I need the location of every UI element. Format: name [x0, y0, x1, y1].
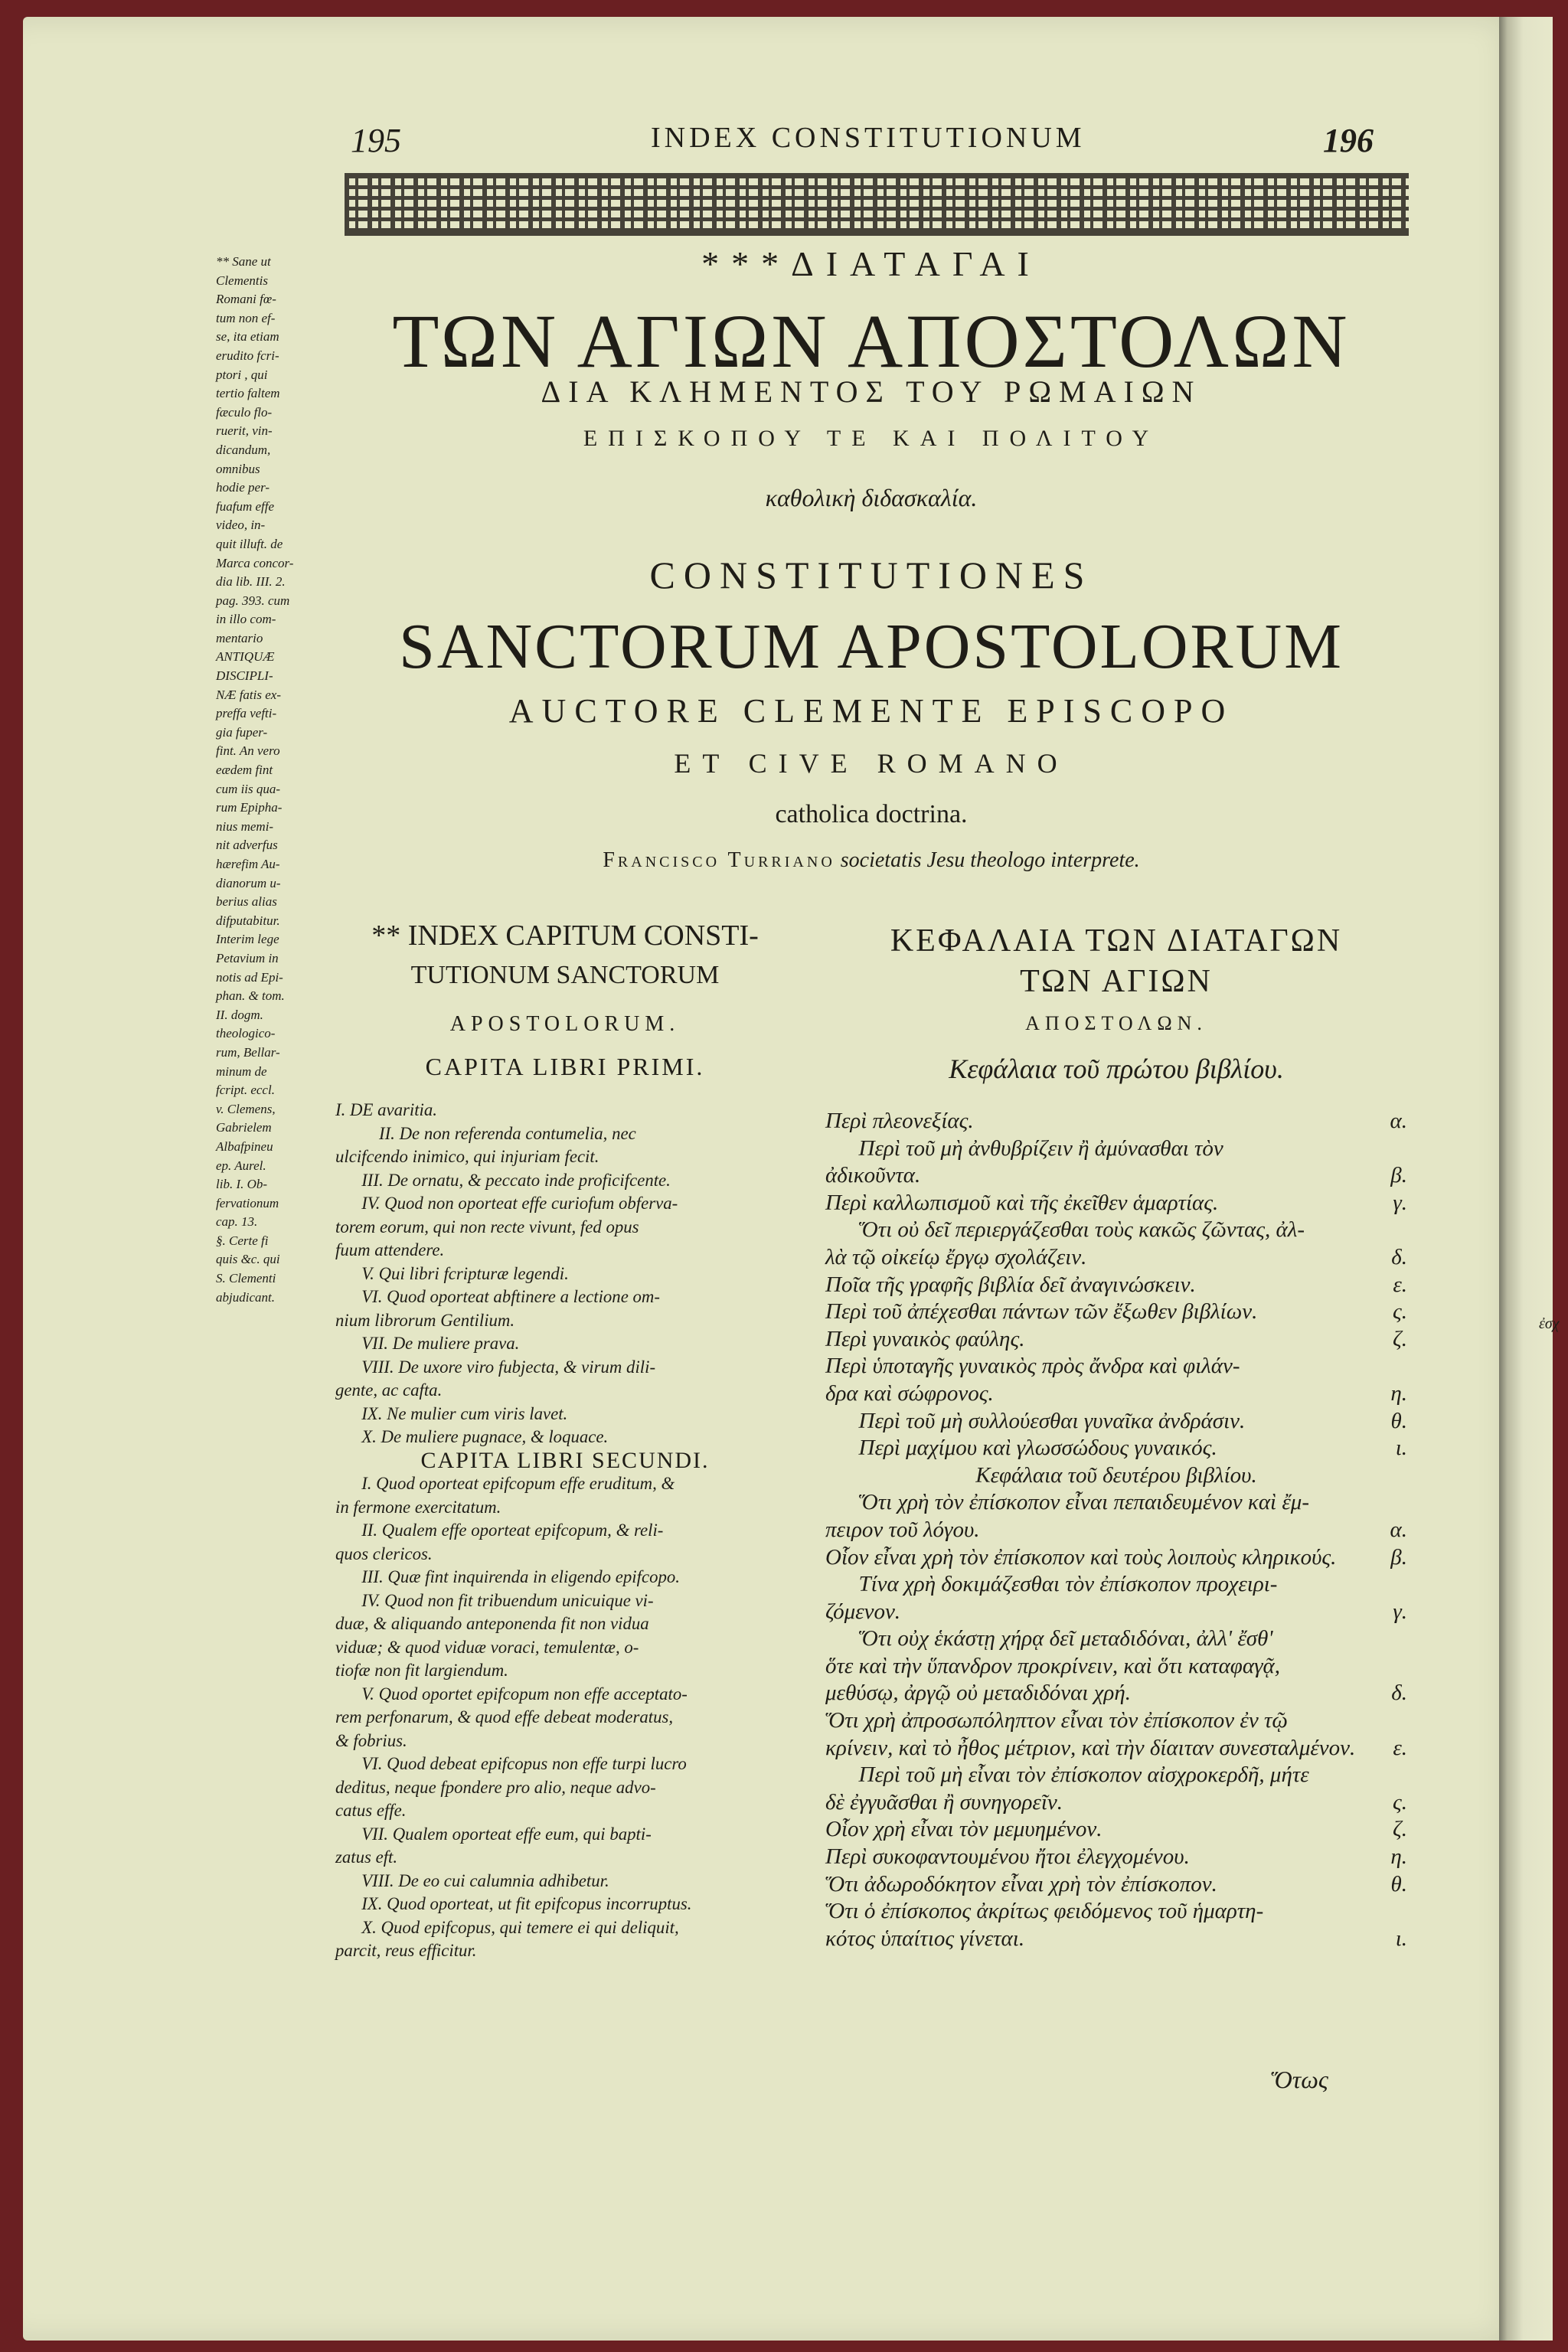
margin-note-line: DISCIPLI-	[216, 668, 273, 684]
latin-chapter-line: quos clericos.	[335, 1544, 433, 1563]
latin-chapter-line: tiofæ non fit largiendum.	[335, 1661, 508, 1680]
margin-note-line: fcript. eccl.	[216, 1083, 275, 1098]
margin-note-line: quis &c. qui	[216, 1252, 280, 1267]
margin-note-line: gia fuper-	[216, 724, 268, 740]
right-heading-1: ΚΕΦΑΛΑΙΑ ΤΩΝ ΔΙΑΤΑΓΩΝ	[890, 923, 1343, 959]
margin-note-line: fervationum	[216, 1195, 279, 1210]
margin-note-line: cap. 13.	[216, 1214, 258, 1230]
greek-title-line-1: ***ΔΙΑΤΑΓΑΙ	[701, 244, 1041, 283]
greek-chapter-numeral: α.	[1390, 1109, 1407, 1133]
left-heading-4: CAPITA LIBRI PRIMI.	[425, 1053, 705, 1080]
greek-chapter-numeral: γ.	[1393, 1599, 1407, 1624]
margin-note-line: lib. I. Ob-	[216, 1177, 268, 1192]
greek-chapter-numeral: θ.	[1390, 1871, 1407, 1896]
margin-note-line: ruerit, vin-	[216, 423, 273, 439]
page-number-right: 196	[1323, 122, 1374, 159]
latin-chapter-line: nium librorum Gentilium.	[335, 1310, 515, 1330]
margin-note-line: berius alias	[216, 894, 277, 910]
margin-note-line: Marca concor-	[216, 555, 294, 570]
right-heading-2: ΤΩΝ ΑΓΙΩΝ	[1020, 964, 1213, 999]
greek-chapter-list	[825, 1108, 1407, 1952]
greek-chapter-line	[825, 1135, 1407, 1163]
greek-chapter-text: Περὶ πλεονεξίας.	[825, 1109, 974, 1133]
greek-chapter-text: Ὅτι ἀδωροδόκητον εἶναι χρὴ τὸν ἐπίσκοπον.	[825, 1871, 1217, 1896]
latin-chapter-line: X. De muliere pugnace, & loquace.	[335, 1427, 609, 1446]
margin-note-line: in illo com-	[216, 612, 276, 627]
latin-chapter-line: gente, ac cafta.	[335, 1380, 443, 1400]
latin-chapter-line: X. Quod epifcopus, qui temere ei qui deliquit,	[335, 1917, 679, 1937]
margin-note-line: dianorum u-	[216, 875, 281, 890]
latin-chapter-line: ulcifcendo inimico, qui injuriam fecit.	[335, 1147, 599, 1166]
latin-chapter-line: duæ, & aliquando anteponenda fit non vidua	[335, 1614, 649, 1633]
greek-chapter-line	[825, 1707, 1407, 1735]
greek-chapter-line	[825, 1898, 1407, 1926]
margin-note-line: phan. & tom.	[216, 988, 285, 1004]
greek-chapter-numeral: ζ.	[1393, 1817, 1407, 1842]
greek-chapter-line	[825, 1680, 1407, 1707]
latin-chapter-line: I. DE avaritia.	[335, 1100, 437, 1119]
greek-chapter-numeral: γ.	[1393, 1190, 1407, 1215]
catchword: Ὅτως	[1271, 2066, 1328, 2093]
latin-chapter-line: VIII. De eo cui calumnia adhibetur.	[335, 1870, 609, 1890]
latin-chapter-list	[335, 1099, 795, 1963]
greek-chapter-line	[825, 1571, 1407, 1599]
margin-note-line: fuafum effe	[216, 498, 275, 514]
greek-chapter-numeral: ζ.	[1393, 1326, 1407, 1351]
latin-title-line-1: CONSTITUTIONES	[649, 554, 1093, 596]
greek-chapter-text: Περὶ τοῦ ἀπέχεσθαι πάντων τῶν ἔξωθεν βιβλίων.	[825, 1299, 1258, 1325]
margin-note-line: nius memi-	[216, 818, 274, 834]
greek-book-heading: Κεφάλαια τοῦ δευτέρου βιβλίου.	[975, 1462, 1257, 1488]
greek-chapter-line	[825, 1871, 1407, 1899]
left-heading-3: APOSTOLORUM.	[449, 1012, 681, 1036]
margin-note-line: Gabrielem	[216, 1120, 272, 1135]
latin-chapter-line: parcit, reus efficitur.	[335, 1941, 477, 1960]
greek-chapter-line	[825, 1544, 1407, 1572]
greek-chapter-line	[825, 1272, 1407, 1299]
margin-note-line: fint. An vero	[216, 743, 280, 759]
margin-note-line: cum iis qua-	[216, 781, 281, 796]
greek-chapter-text: ζόμενον.	[825, 1599, 901, 1624]
margin-note-line: hærefim Au-	[216, 857, 280, 871]
greek-chapter-line	[825, 1653, 1407, 1681]
left-heading-1: ** INDEX CAPITUM CONSTI-	[371, 920, 759, 952]
latin-chapter-line: VIII. De uxore viro fubjecta, & virum dili-	[335, 1357, 656, 1377]
greek-chapter-numeral: ι.	[1395, 1926, 1407, 1951]
latin-chapter-line: V. Qui libri fcripturæ legendi.	[335, 1263, 569, 1283]
greek-chapter-numeral: δ.	[1391, 1244, 1407, 1269]
greek-chapter-line	[825, 1517, 1407, 1544]
greek-title-line-4: ΕΠΙΣΚΟΠΟΥ ΤΕ ΚΑΙ ΠΟΛΙΤΟΥ	[583, 426, 1160, 451]
greek-chapter-line	[825, 1244, 1407, 1272]
margin-note-line: Clementis	[216, 273, 268, 288]
margin-note-line: rum, Bellar-	[216, 1044, 280, 1060]
left-heading-2: TUTIONUM SANCTORUM	[410, 961, 720, 989]
greek-chapter-line	[825, 1408, 1407, 1436]
greek-chapter-line	[825, 1599, 1407, 1626]
greek-title-line-2: ΤΩΝ ΑΓΙΩΝ ΑΠΟΣΤΟΛΩΝ	[392, 299, 1351, 384]
latin-title-line-4: ET CIVE ROMANO	[674, 748, 1069, 779]
greek-chapter-text: Τίνα χρὴ δοκιμάζεσθαι τὸν ἐπίσκοπον προχειρι-	[825, 1572, 1278, 1597]
margin-note-line: fæculo flo-	[216, 404, 273, 420]
margin-note-line: difputabitur.	[216, 913, 280, 928]
latin-chapter-line: VI. Quod oporteat abftinere a lectione om-	[335, 1287, 660, 1306]
greek-chapter-text: Περὶ μαχίμου καὶ γλωσσώδους γυναικός.	[825, 1436, 1217, 1461]
latin-title-line-2: SANCTORUM APOSTOLORUM	[399, 611, 1344, 682]
greek-chapter-line	[825, 1217, 1407, 1244]
margin-note-line: tum non ef-	[216, 310, 276, 325]
greek-chapter-numeral: δ.	[1391, 1681, 1407, 1706]
latin-chapter-line: VI. Quod debeat epifcopus non effe turpi lucro	[335, 1754, 687, 1773]
latin-chapter-line: & fobrius.	[335, 1730, 407, 1750]
greek-title-line-3: ΔΙΑ ΚΛΗΜΕΝΤΟΣ ΤΟΥ ΡΩΜΑΙΩΝ	[541, 374, 1202, 409]
greek-chapter-text: Περὶ συκοφαντουμένου ἤτοι ἐλεγχομένου.	[825, 1844, 1190, 1870]
margin-note-line: mentario	[216, 630, 263, 645]
greek-chapter-text: Περὶ ὑποταγῆς γυναικὸς πρὸς ἄνδρα καὶ φιλάν-	[825, 1354, 1240, 1379]
latin-chapter-line: viduæ; & quod viduæ voraci, temulentæ, o-	[335, 1637, 639, 1657]
margin-note-line: abjudicant.	[216, 1289, 275, 1305]
latin-title-line-5: catholica doctrina.	[775, 800, 968, 828]
latin-title-line-3: AUCTORE CLEMENTE EPISCOPO	[508, 692, 1234, 730]
margin-note-line: preffa vefti-	[216, 706, 277, 721]
greek-chapter-line	[825, 1162, 1407, 1190]
greek-chapter-text: Ὅτι οὐχ ἑκάστῃ χήρᾳ δεῖ μεταδιδόναι, ἀλλ' ἔσθ'	[825, 1626, 1273, 1651]
greek-chapter-numeral: α.	[1390, 1517, 1407, 1542]
greek-chapter-line	[825, 1326, 1407, 1354]
greek-chapter-text: Ὅτι χρὴ ἀπροσωπόληπτον εἶναι τὸν ἐπίσκοπον ἐν τῷ	[825, 1708, 1288, 1733]
latin-chapter-line: V. Quod oportet epifcopum non effe acceptato-	[335, 1684, 688, 1704]
latin-chapter-line: in fermone exercitatum.	[335, 1497, 501, 1517]
margin-note-line: pag. 393. cum	[216, 593, 290, 608]
translator-role: societatis Jesu theologo interprete.	[840, 848, 1140, 872]
ornamental-border	[345, 173, 1409, 236]
margin-note-line: ** Sane ut	[216, 254, 271, 269]
latin-chapter-line: deditus, neque fpondere pro alio, neque advo-	[335, 1777, 656, 1797]
greek-chapter-text: Περὶ καλλωπισμοῦ καὶ τῆς ἐκεῖθεν ἁμαρτίας.	[825, 1190, 1219, 1215]
latin-chapter-line: fuum attendere.	[335, 1240, 445, 1259]
margin-note-line: se, ita etiam	[216, 329, 279, 345]
margin-note-line: dicandum,	[216, 442, 271, 457]
greek-title-line-5: καθολικὴ διδασκαλία.	[765, 484, 978, 511]
greek-chapter-text: πειρον τοῦ λόγου.	[825, 1517, 980, 1542]
greek-chapter-numeral: ε.	[1393, 1272, 1407, 1297]
latin-chapter-line: II. Qualem effe oporteat epifcopum, & reli-	[335, 1521, 664, 1540]
latin-chapter-line: I. Quod oporteat epifcopum effe eruditum, &	[335, 1474, 675, 1493]
greek-chapter-text: Περὶ γυναικὸς φαύλης.	[825, 1326, 1025, 1351]
facing-page-fragment: ἐσχ	[1539, 1315, 1560, 1332]
greek-chapter-numeral: θ.	[1390, 1408, 1407, 1433]
greek-chapter-text: Ὅτι ὁ ἐπίσκοπος ἀκρίτως φειδόμενος τοῦ ἡμαρτη-	[825, 1899, 1264, 1924]
margin-note-line: II. dogm.	[216, 1007, 263, 1022]
margin-note-line: ptori , qui	[216, 367, 268, 382]
latin-chapter-line: IX. Quod oporteat, ut fit epifcopus incorruptus.	[335, 1894, 692, 1913]
margin-note-line: Petavium in	[216, 950, 279, 965]
greek-chapter-text: Περὶ τοῦ μὴ συλλούεσθαι γυναῖκα ἀνδράσιν.	[825, 1408, 1246, 1433]
latin-chapter-line: III. De ornatu, & peccato inde proficifcente.	[335, 1170, 671, 1190]
margin-note-line: quit illuft. de	[216, 536, 283, 551]
greek-chapter-line	[825, 1844, 1407, 1871]
margin-note-line: NÆ fatis ex-	[216, 687, 281, 702]
greek-chapter-line	[825, 1380, 1407, 1408]
greek-chapter-line	[825, 1298, 1407, 1326]
greek-chapter-line	[825, 1926, 1407, 1953]
margin-note-line: Romani fœ-	[216, 292, 276, 307]
margin-note-line: ep. Aurel.	[216, 1158, 266, 1173]
greek-chapter-numeral: η.	[1390, 1844, 1407, 1870]
margin-note-line: eædem fint	[216, 763, 273, 778]
margin-note-line: §. Certe fi	[216, 1233, 269, 1248]
margin-note-line: notis ad Epi-	[216, 969, 283, 985]
greek-chapter-numeral: β.	[1390, 1544, 1407, 1570]
greek-chapter-text: δὲ ἐγγυᾶσθαι ἢ συνηγορεῖν.	[825, 1789, 1063, 1815]
greek-chapter-numeral: ς.	[1392, 1299, 1407, 1325]
margin-note-line: theologico-	[216, 1026, 276, 1041]
latin-chapter-line: VII. Qualem oporteat effe eum, qui bapti-	[335, 1824, 652, 1844]
greek-chapter-text: Περὶ τοῦ μὴ ἀνθυβρίζειν ἢ ἀμύνασθαι τὸν	[825, 1135, 1223, 1161]
greek-chapter-line	[825, 1353, 1407, 1380]
greek-chapter-text: κρίνειν, καὶ τὸ ἦθος μέτριον, καὶ τὴν δίαιταν συνεσταλμένον.	[825, 1735, 1356, 1760]
greek-chapter-line	[825, 1108, 1407, 1135]
latin-chapter-line: VII. De muliere prava.	[335, 1334, 520, 1353]
margin-note-line: Interim lege	[216, 932, 279, 947]
margin-note-line: rum Epipha-	[216, 800, 283, 815]
greek-chapter-text: Ὅτι χρὴ τὸν ἐπίσκοπον εἶναι πεπαιδευμένον καὶ ἔμ-	[825, 1490, 1310, 1515]
greek-chapter-text: Ὅτι οὐ δεῖ περιεργάζεσθαι τοὺς κακῶς ζῶντας, ἀλ-	[825, 1217, 1305, 1243]
greek-chapter-text: Περὶ τοῦ μὴ εἶναι τὸν ἐπίσκοπον αἰσχροκερδῆ, μήτε	[825, 1762, 1309, 1788]
right-heading-3: ΑΠΟΣΤΟΛΩΝ.	[1025, 1012, 1207, 1034]
greek-chapter-text: μεθύσῳ, ἀργῷ οὐ μεταδιδόναι χρή.	[825, 1681, 1131, 1706]
margin-note-line: nit adverfus	[216, 838, 278, 853]
latin-book-heading: CAPITA LIBRI SECUNDI.	[420, 1447, 710, 1473]
greek-chapter-text: ἀδικοῦντα.	[825, 1163, 921, 1188]
greek-chapter-line	[825, 1625, 1407, 1653]
greek-chapter-line	[825, 1816, 1407, 1844]
margin-note-line: S. Clementi	[216, 1271, 276, 1286]
latin-chapter-line: catus effe.	[335, 1801, 407, 1820]
margin-note-line: dia lib. III. 2.	[216, 574, 286, 590]
greek-chapter-line	[825, 1762, 1407, 1789]
greek-chapter-text: ὅτε καὶ τὴν ὕπανδρον προκρίνειν, καὶ ὅτι καταφαγᾷ,	[825, 1653, 1280, 1678]
margin-note-line: erudito fcri-	[216, 348, 279, 363]
greek-chapter-text: Ποῖα τῆς γραφῆς βιβλία δεῖ ἀναγινώσκειν.	[825, 1272, 1196, 1297]
marginal-note	[216, 253, 346, 1307]
greek-chapter-text: Οἷον χρὴ εἶναι τὸν μεμυημένον.	[825, 1817, 1102, 1842]
greek-chapter-numeral: ι.	[1395, 1436, 1407, 1461]
latin-chapter-line: III. Quæ fint inquirenda in eligendo epifcopo.	[335, 1567, 680, 1586]
latin-chapter-line: IV. Quod non oporteat effe curiofum obferva-	[335, 1194, 678, 1213]
greek-chapter-text: Οἷον εἶναι χρὴ τὸν ἐπίσκοπον καὶ τοὺς λοιποὺς κληρικούς.	[825, 1544, 1337, 1570]
greek-chapter-text: δρα καὶ σώφρονος.	[825, 1380, 994, 1406]
greek-chapter-numeral: η.	[1390, 1380, 1407, 1406]
facing-page-edge	[1499, 17, 1553, 2341]
margin-note-line: minum de	[216, 1063, 267, 1079]
margin-note-line: video, in-	[216, 518, 266, 533]
latin-chapter-line: rem perfonarum, & quod effe debeat moderatus,	[335, 1707, 674, 1726]
greek-chapter-numeral: ε.	[1393, 1735, 1407, 1760]
latin-chapter-line: IV. Quod non fit tribuendum unicuique vi-	[335, 1590, 654, 1610]
latin-chapter-line: zatus eft.	[335, 1847, 398, 1867]
margin-note-line: hodie per-	[216, 480, 270, 495]
translator-line	[335, 848, 1407, 873]
right-heading-4: Κεφάλαια τοῦ πρώτου βιβλίου.	[949, 1054, 1284, 1084]
greek-chapter-numeral: ς.	[1392, 1789, 1407, 1815]
latin-chapter-line: torem eorum, qui non recte vivunt, fed opus	[335, 1217, 639, 1236]
running-title: INDEX CONSTITUTIONUM	[651, 122, 1086, 154]
greek-chapter-numeral: β.	[1390, 1163, 1407, 1188]
translator-name: Francisco Turriano	[603, 848, 835, 872]
margin-note-line: Albafpineu	[216, 1138, 273, 1154]
margin-note-line: ANTIQUÆ	[216, 649, 275, 665]
latin-chapter-line: IX. Ne mulier cum viris lavet.	[335, 1403, 568, 1423]
greek-chapter-line	[825, 1190, 1407, 1217]
margin-note-line: omnibus	[216, 461, 260, 476]
greek-chapter-line	[825, 1789, 1407, 1817]
page-number-left: 195	[351, 122, 401, 159]
latin-chapter-line: II. De non referenda contumelia, nec	[335, 1123, 636, 1143]
greek-chapter-line	[825, 1489, 1407, 1517]
greek-chapter-text: κότος ὑπαίτιος γίνεται.	[825, 1926, 1025, 1951]
greek-chapter-text: λὰ τῷ οἰκείῳ ἔργῳ σχολάζειν.	[825, 1244, 1087, 1269]
margin-note-line: v. Clemens,	[216, 1101, 276, 1116]
margin-note-line: tertio faltem	[216, 386, 280, 401]
greek-chapter-line	[825, 1435, 1407, 1462]
greek-chapter-line	[825, 1735, 1407, 1762]
